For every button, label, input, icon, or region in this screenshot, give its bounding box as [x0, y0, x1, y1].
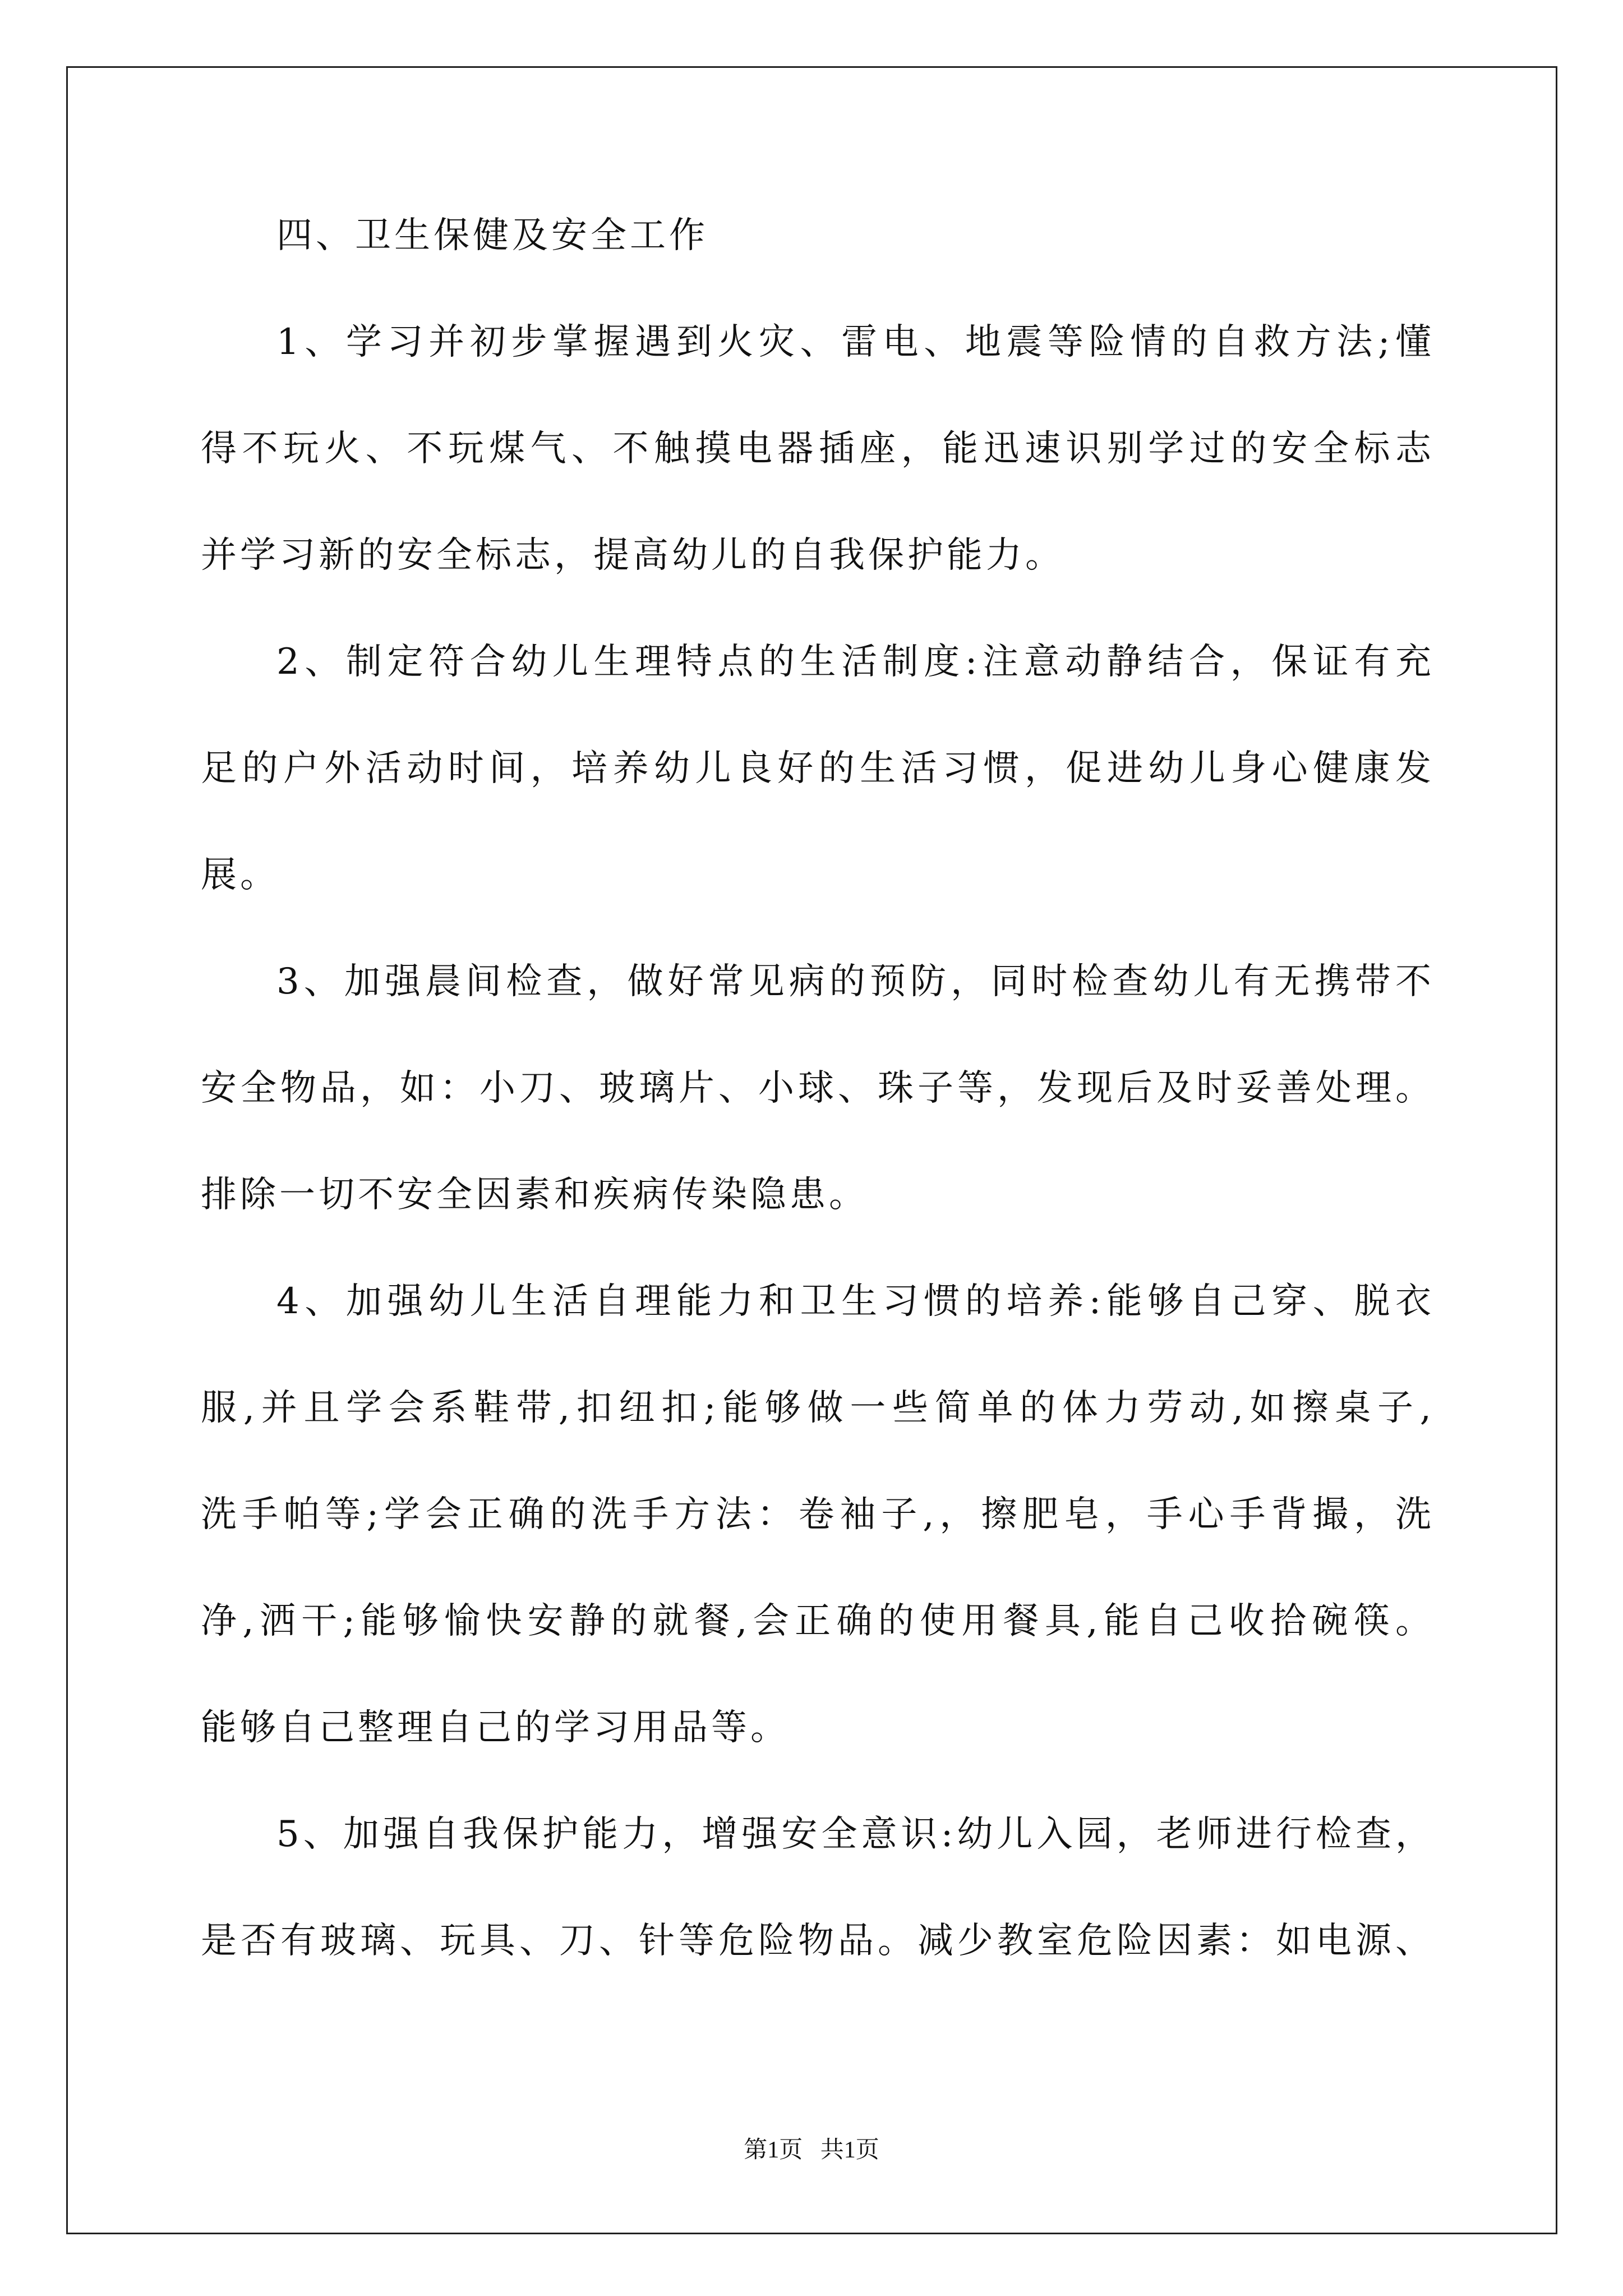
paragraph-5-line-2: 是否有玻璃、玩具、刀、针等危险物品。减少教室危险因素：如电源、: [201, 1920, 1435, 1962]
paragraph-3-line-2: 安全物品，如：小刀、玻璃片、小球、珠子等，发现后及时妥善处理。: [201, 1068, 1435, 1109]
page-number: 第1页 共1页: [744, 2137, 879, 2163]
paragraph-4-line-1: 4、加强幼儿生活自理能力和卫生习惯的培养:能够自己穿、脱衣: [276, 1281, 1435, 1322]
paragraph-3-line-1: 3、加强晨间检查，做好常见病的预防，同时检查幼儿有无携带不: [276, 961, 1435, 1002]
paragraph-1-line-2: 得不玩火、不玩煤气、不触摸电器插座，能迅速识别学过的安全标志: [201, 428, 1435, 470]
page-footer: [0, 2136, 1623, 2164]
page-border: [66, 66, 1557, 2234]
paragraph-4-line-2: 服,并且学会系鞋带,扣纽扣;能够做一些简单的体力劳动,如擦桌子,: [201, 1387, 1435, 1429]
paragraph-1-line-1: 1、学习并初步掌握遇到火灾、雷电、地震等险情的自救方法;懂: [276, 321, 1435, 363]
paragraph-2-line-3: 展。: [201, 854, 279, 896]
paragraph-4-line-3: 洗手帕等;学会正确的洗手方法：卷袖子,，擦肥皂，手心手背撮，洗: [201, 1494, 1435, 1535]
paragraph-4-line-5: 能够自己整理自己的学习用品等。: [201, 1707, 790, 1749]
paragraph-2-line-2: 足的户外活动时间，培养幼儿良好的生活习惯，促进幼儿身心健康发: [201, 748, 1435, 789]
paragraph-4-line-4: 净,洒干;能够愉快安静的就餐,会正确的使用餐具,能自己收拾碗筷。: [201, 1600, 1435, 1642]
paragraph-5-line-1: 5、加强自我保护能力，增强安全意识:幼儿入园，老师进行检查，: [276, 1814, 1435, 1855]
paragraph-1-line-3: 并学习新的安全标志，提高幼儿的自我保护能力。: [201, 535, 1064, 576]
section-heading: 四、卫生保健及安全工作: [276, 215, 708, 256]
paragraph-3-line-3: 排除一切不安全因素和疾病传染隐患。: [201, 1174, 868, 1216]
paragraph-2-line-1: 2、制定符合幼儿生理特点的生活制度:注意动静结合，保证有充: [276, 641, 1435, 683]
